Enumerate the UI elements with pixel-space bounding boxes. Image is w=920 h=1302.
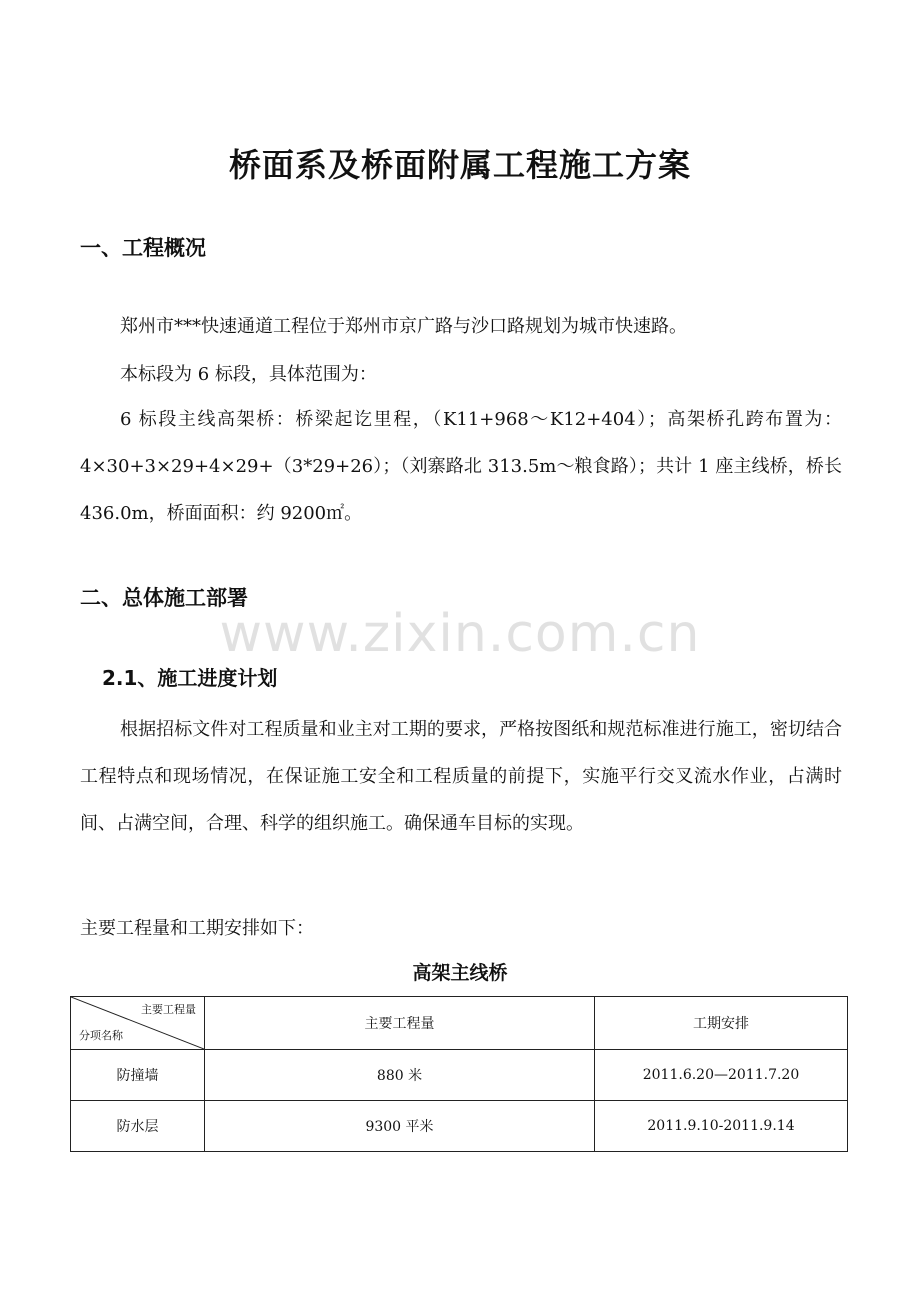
row-quantity: 880 米 <box>205 1050 595 1101</box>
overview-paragraph-1: 郑州市***快速通道工程位于郑州市京广路与沙口路规划为城市快速路。 <box>120 316 687 337</box>
diag-header-item-label: 分项名称 <box>79 1029 123 1042</box>
row-item-name: 防撞墙 <box>71 1050 205 1101</box>
table-title: 高架主线桥 <box>412 962 508 984</box>
row-item-name: 防水层 <box>71 1101 205 1152</box>
schedule-paragraph-text: 根据招标文件对工程质量和业主对工期的要求，严格按图纸和规范标准进行施工，密切结合工程特点和现场情况，在保证施工安全和工程质量的前提下，实施平行交叉流水作业，占满时间、占满空间，合理、科学的组织施工。确保通车目标的实现。 <box>80 719 842 834</box>
overview-paragraph-2: 本标段为 6 标段，具体范围为： <box>120 364 377 385</box>
diagonal-header-cell <box>71 997 205 1050</box>
section-heading-deployment: 二、总体施工部署 <box>80 586 248 610</box>
row-schedule: 2011.9.10-2011.9.14 <box>595 1101 848 1152</box>
document-title: 桥面系及桥面附属工程施工方案 <box>228 146 691 184</box>
diag-header-quantity-label: 主要工程量 <box>141 1003 196 1016</box>
quantity-schedule-table <box>70 996 848 1152</box>
row-quantity: 9300 平米 <box>205 1101 595 1152</box>
row-schedule: 2011.6.20—2011.7.20 <box>595 1050 848 1101</box>
header-quantity: 主要工程量 <box>205 997 595 1050</box>
subsection-heading-schedule: 2.1、施工进度计划 <box>102 666 278 690</box>
table-row <box>71 1101 848 1152</box>
header-schedule: 工期安排 <box>595 997 848 1050</box>
overview-paragraph-3-text: 6 标段主线高架桥：桥梁起讫里程，（K11+968～K12+404）；高架桥孔跨布置为：4×30+3×29+4×29+（3*29+26）；（刘寨路北 313.5m～粮食路）；共计 1 座主线桥，桥长 436.0m，桥面面积：约 9200㎡。 <box>80 409 842 524</box>
overview-paragraph-3 <box>80 396 842 537</box>
schedule-intro-line: 主要工程量和工期安排如下： <box>80 918 314 939</box>
watermark-text: www.zixin.com.cn <box>219 604 701 664</box>
section-heading-overview: 一、工程概况 <box>80 236 206 260</box>
table-row <box>71 1050 848 1101</box>
schedule-paragraph <box>80 706 842 847</box>
table-header-row <box>71 997 848 1050</box>
